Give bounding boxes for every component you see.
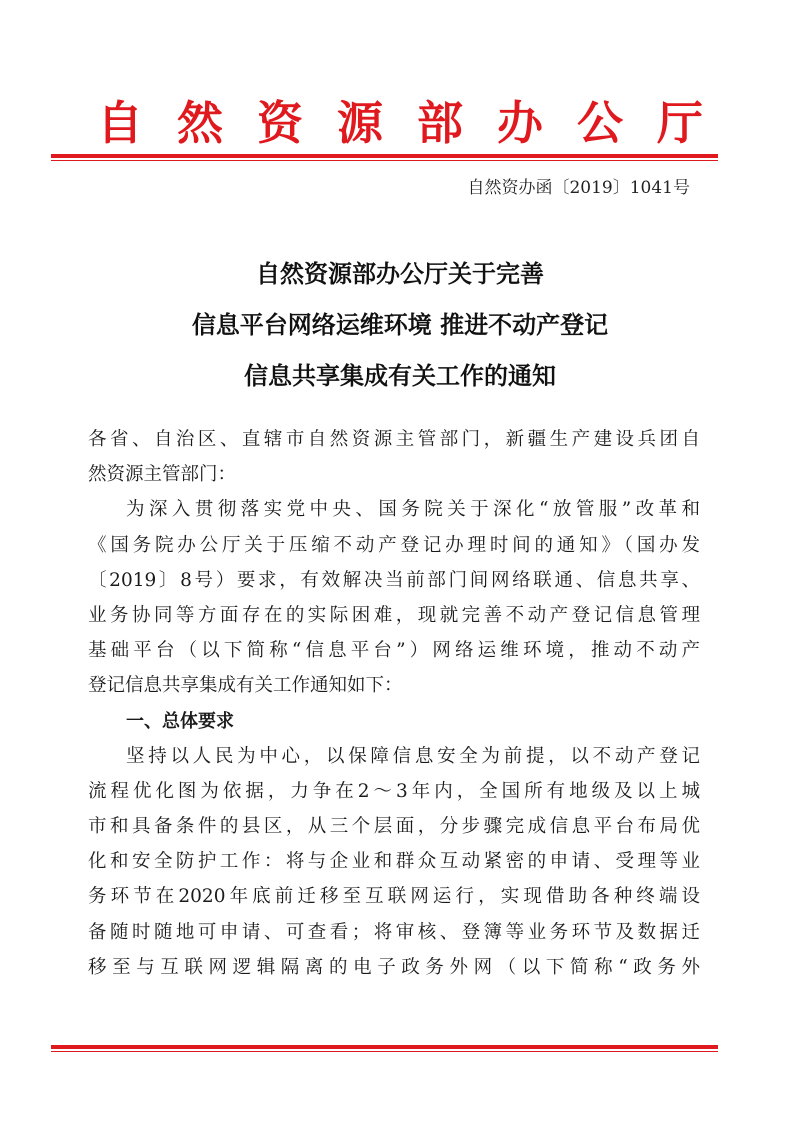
document-number: 自然资办函〔2019〕1041号 [467,178,690,198]
title-line-2: 信息平台网络运维环境 推进不动产登记 [191,311,609,339]
red-divider-top [51,154,718,161]
masthead-title: 自然资源部办公厅 [97,96,737,150]
section1-line-4: 化和安全防护工作：将与企业和群众互动紧密的申请、受理等业 [88,851,700,873]
section1-line-3: 市和具备条件的县区，从三个层面，分步骤完成信息平台布局优 [88,816,700,838]
intro-line-1: 为深入贯彻落实党中央、国务院关于深化“放管服”改革和 [126,499,700,521]
salutation-line-1: 各省、自治区、直辖市自然资源主管部门，新疆生产建设兵团自 [88,429,700,450]
section-heading-1: 一、总体要求 [126,710,234,732]
document-title [0,254,800,407]
section1-line-7: 移至与互联网逻辑隔离的电子政务外网（以下简称“政务外 [88,956,700,978]
title-line-3: 信息共享集成有关工作的通知 [244,362,556,390]
title-line-1: 自然资源部办公厅关于完善 [256,260,544,288]
section1-line-6: 备随时随地可申请、可查看；将审核、登簿等业务环节及数据迁 [88,921,700,943]
red-divider-bottom [51,1045,718,1052]
intro-line-3: 〔2019〕8号）要求，有效解决当前部门间网络联通、信息共享、 [88,569,700,591]
salutation-line-2: 然资源主管部门： [88,464,237,486]
section1-line-2: 流程优化图为依据，力争在2～3年内，全国所有地级及以上城 [88,780,700,802]
document-body [88,422,700,985]
section1-line-1: 坚持以人民为中心，以保障信息安全为前提，以不动产登记 [126,745,700,767]
intro-line-6: 登记信息共享集成有关工作通知如下： [88,675,403,697]
section1-line-5: 务环节在2020年底前迁移至互联网运行，实现借助各种终端设 [88,886,700,908]
intro-line-5: 基础平台（以下简称“信息平台”）网络运维环境，推动不动产 [88,640,700,662]
intro-line-4: 业务协同等方面存在的实际困难，现就完善不动产登记信息管理 [88,604,700,626]
intro-line-2: 《国务院办公厅关于压缩不动产登记办理时间的通知》（国办发 [88,534,700,556]
